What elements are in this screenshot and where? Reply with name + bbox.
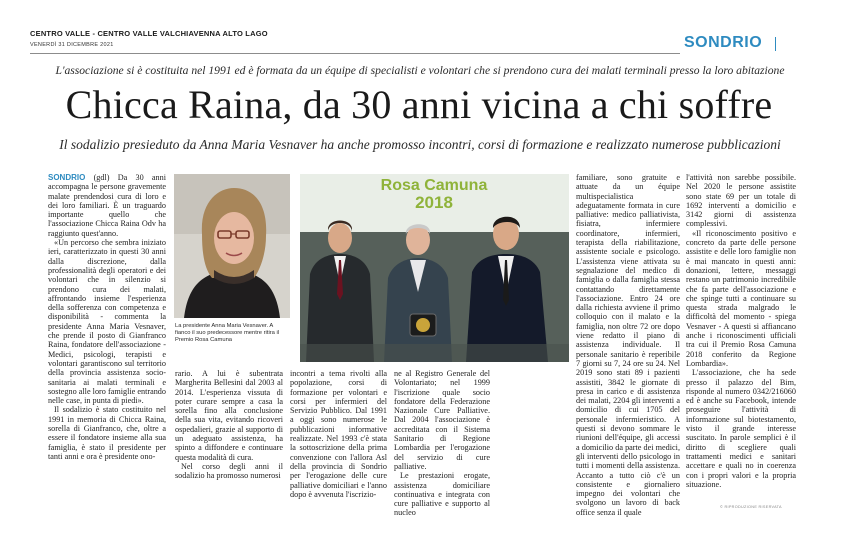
copyright-notice: © RIPRODUZIONE RISERVATA bbox=[720, 505, 782, 509]
issue-date: VENERDÌ 31 DICEMBRE 2021 bbox=[30, 42, 114, 48]
award-sign-text: Rosa Camuna bbox=[380, 177, 488, 194]
article-headline: Chicca Raina, da 30 anni vicina a chi soffre bbox=[65, 82, 773, 127]
column-2-paragraph-1: rario. A lui è subentrata Margherita Bellesini dal 2003 al 2014. L'esperienza vissuta di poter curare sempre a casa la sorella fino alla conclusione della sua vita, evitando ricoveri ospedalieri, grazie al supporto di un adeguato assistenza, ha spinto a diffondere e continuare questa modalità di cura. bbox=[175, 369, 283, 462]
column-1-paragraph-3: Il sodalizio è stato costituito nel 1991 in memoria di Chicca Raina, sorella di Gianfranco, che, oltre a essere il fondatore insieme alla sua famiglia, è stato il presidente per tanti anni e ora è presidente ono- bbox=[48, 405, 166, 461]
article-column-5 bbox=[576, 173, 680, 517]
article-subhead: Il sodalizio presieduto da Anna Maria Vesnaver ha anche promosso incontri, corsi di formazione e realizzato numerose pubblicazioni bbox=[59, 137, 781, 152]
article-column-4 bbox=[394, 369, 490, 518]
column-6-paragraph-2: «Il riconoscimento positivo e concreto da parte delle persone assistite e delle loro famiglie non è mai mancato in questi anni: donazioni, lettere, messaggi restano un patrimonio incredibile che fa parte dell'associazione e che spinge tutti a continuare su questa strada malgrado le difficoltà del momento - spiega Vesnaver - A questi si affiancano anche i riconoscimenti ufficiali tra cui il Premio Rosa Camuna 2018 conferito da Regione Lombardia». bbox=[686, 228, 796, 368]
column-6-paragraph-3: L'associazione, che ha sede presso il palazzo del Bim, risponde al numero 0342/216060 ed è anche su Facebook, intende proseguire l'attività di informazione sul biotestamento, visto il grande interesse suscitato. In parole semplici è il diritto di scegliere quali trattamenti medici e sanitari accettare e quali no in coerenza con i propri valori e la propria situazione. bbox=[686, 368, 796, 489]
article-column-2 bbox=[175, 369, 283, 493]
column-5-paragraph-1: familiare, sono gratuite e attuate da un équipe multispecialistica adeguatamente formata in cure palliative: medico palliativista, fisiatra, infermiere coordinatore, infermieri, terapista della riabilitazione, assistente sociale e psicologo. L'assistenza viene attivata su segnalazione del medico di famiglia o dalla famiglia stessa contattando direttamente l'associazione. Entro 24 ore dalla richiesta avviene il primo colloquio con il malato e la famiglia, non oltre 72 ore dopo viene redatto il piano di assistenza individuale. Il personale sanitario è reperibile 7 giorni su 7, 24 ore su 24. Nel 2019 sono stati 89 i pazienti assistiti, 3842 le giornate di presa in carico e di assistenza dei malati, 2204 gli interventi a domicilio di cui 1705 del personale infermieristico. A questi si devono sommare le riunioni dell'équipe, gli accessi a domicilio da parte dei medici, gli interventi dello psicologo in tutti i momenti della assistenza. Accanto a tutto ciò c'è un consistente e giornaliero impegno dei volontari che svolgono un lavoro di back office senza il quale bbox=[576, 173, 680, 517]
svg-text:2018: 2018 bbox=[415, 193, 453, 212]
column-6-paragraph-1: l'attività non sarebbe possibile. Nel 2020 le persone assistite sono state 69 per un totale di 1692 interventi a domicilio e 3142 giorni di assistenza complessivi. bbox=[686, 173, 796, 229]
article-column-6 bbox=[686, 173, 796, 503]
section-header: CENTRO VALLE - CENTRO VALLE VALCHIAVENNA ALTO LAGO bbox=[30, 29, 268, 38]
portrait-photo bbox=[174, 174, 290, 318]
column-4-paragraph-1: ne al Registro Generale del Volontariato; nel 1999 l'iscrizione quale socio fondatore della Federazione Nazionale Cure Palliative. Dal 2004 l'associazione è accreditata con il Sistema Sanitario di Regione Lombardia per l'erogazione del servizio di cure palliative. bbox=[394, 369, 490, 471]
photo-caption: La presidente Anna Maria Vesnaver. A fianco il suo predecessore mentre ritira il Premio Rosa Camuna bbox=[175, 323, 280, 343]
article-column-3 bbox=[290, 369, 387, 499]
award-photo bbox=[300, 174, 569, 362]
dateline: SONDRIO bbox=[48, 173, 86, 182]
column-1-paragraph-2: «Un percorso che sembra iniziato ieri, caratterizzato in questi 30 anni dalla discrezione, dalla professionalità degli operatori e dei volontari che in silenzio si prendono cura dei malati, affrontando insieme l'esperienza della sofferenza con competenza e disponibilità - commenta la presidente Anna Maria Vesnaver, che prende il posto di Gianfranco Raina, fondatore dell'associazione - Medici, psicologi, terapisti e volontari garantiscono sul territorio della provincia assistenza socio-sanitaria ai malati terminali e sostegno alle loro famiglie entrando nelle case, in punta di piedi». bbox=[48, 238, 166, 406]
column-3-paragraph-1: incontri a tema rivolti alla popolazione, corsi di formazione per volontari e corsi per infermieri del Servizio Pubblico. Dal 1991 a oggi sono numerose le pubblicazioni informative realizzate. Nel 1993 c'è stata la sottoscrizione della prima convenzione con l'allora Asl della provincia di Sondrio per l'erogazione delle cure palliative domiciliari e l'anno dopo è avvenuta l'iscrizio- bbox=[290, 369, 387, 499]
region-label: SONDRIO bbox=[684, 34, 763, 51]
award-illustration bbox=[300, 174, 569, 362]
column-2-paragraph-2: Nel corso degli anni il sodalizio ha promosso numerosi bbox=[175, 461, 283, 481]
header-rule bbox=[30, 53, 680, 54]
portrait-illustration bbox=[174, 174, 290, 318]
article-column-1 bbox=[48, 173, 166, 493]
region-divider bbox=[775, 37, 776, 51]
column-4-paragraph-2: Le prestazioni erogate, assistenza domiciliare continuativa e integrata con cure palliative e supporto al nucleo bbox=[394, 471, 490, 518]
article-kicker: L'associazione si è costituita nel 1991 ed è formata da un équipe di specialisti e volontari che si prendono cura dei malati terminali presso la loro abitazione bbox=[55, 64, 785, 77]
column-1-paragraph-1: (gdl) Da 30 anni accompagna le persone gravemente malate prendendosi cura di loro e dei loro familiari. È un traguardo importante quello che l'associazione Chicca Raina Odv ha raggiunto quest'anno. bbox=[48, 173, 167, 238]
